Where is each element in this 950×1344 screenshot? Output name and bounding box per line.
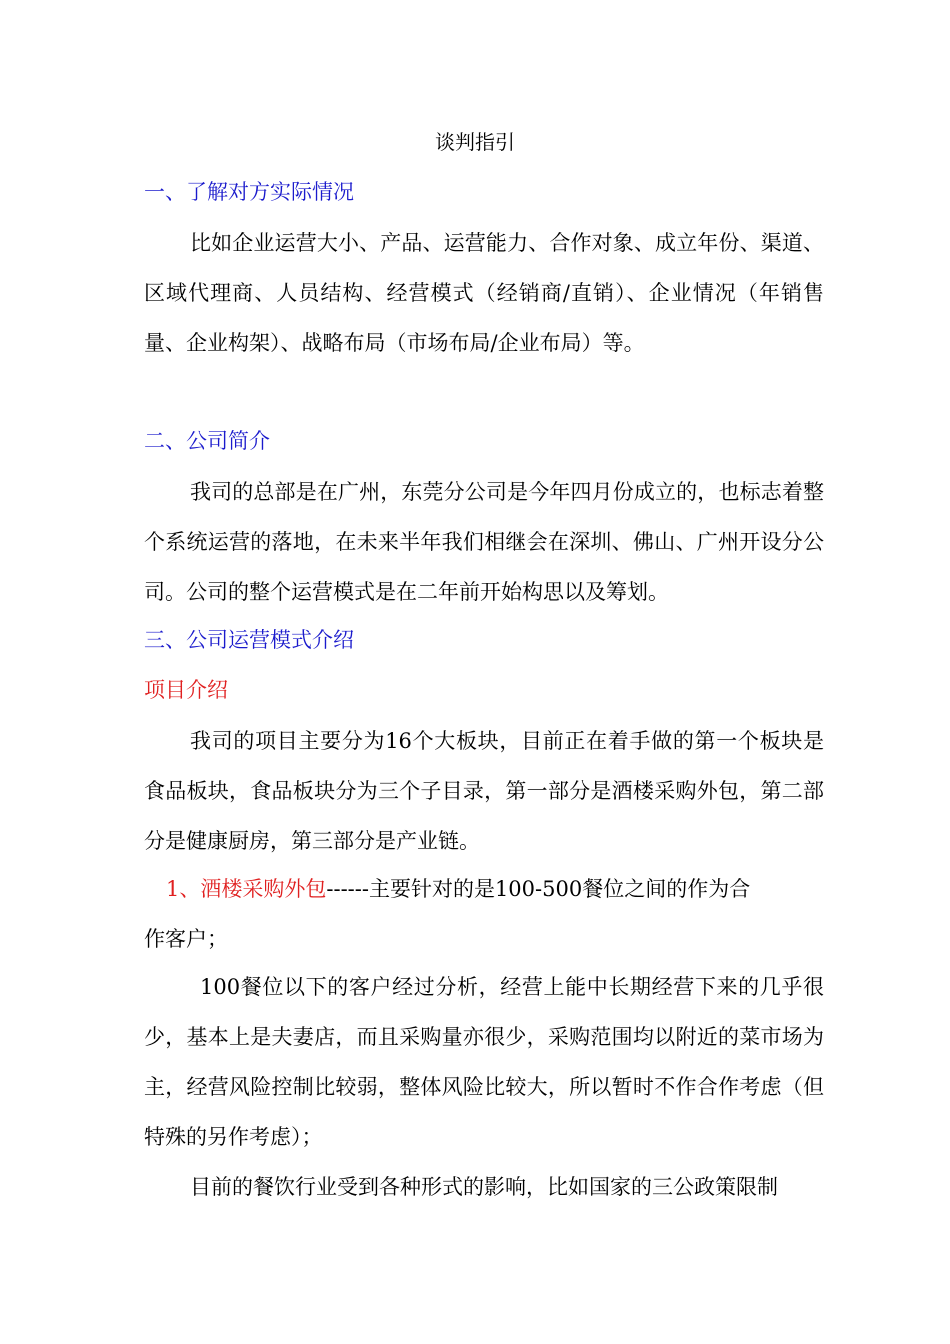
section1-body: 比如企业运营大小、产品、运营能力、合作对象、成立年份、渠道、区域代理商、人员结构、经营模式（经销商/直销）、企业情况（年销售量、企业构架）、战略布局（市场布局/企业布局）等。 [144, 231, 824, 355]
item1-continuation: 作客户； [144, 927, 228, 951]
section2-heading: 二、公司简介 [144, 429, 270, 453]
small-restaurant-paragraph: 100餐位以下的客户经过分析，经营上能中长期经营下来的几乎很少，基本上是夫妻店，而且采购量亦很少，采购范围均以附近的菜市场为主，经营风险控制比较弱，整体风险比较大，所以暂时不作合作考虑（但特殊的另作考虑）； [144, 975, 824, 1149]
section3-heading: 三、公司运营模式介绍 [144, 628, 354, 652]
item1-text: ------主要针对的是100-500餐位之间的作为合 [326, 877, 751, 901]
document-title: 谈判指引 [435, 130, 515, 154]
section2-body: 我司的总部是在广州，东莞分公司是今年四月份成立的，也标志着整个系统运营的落地，在未来半年我们相继会在深圳、佛山、广州开设分公司。公司的整个运营模式是在二年前开始构思以及筹划。 [144, 480, 824, 604]
section1-heading: 一、了解对方实际情况 [144, 180, 354, 204]
industry-paragraph: 目前的餐饮行业受到各种形式的影响，比如国家的三公政策限制 [190, 1175, 778, 1199]
project-intro-subheading: 项目介绍 [144, 678, 228, 702]
item1-line [166, 864, 846, 914]
project-intro-body: 我司的项目主要分为16个大板块，目前正在着手做的第一个板块是食品板块，食品板块分为三个子目录，第一部分是酒楼采购外包，第二部分是健康厨房，第三部分是产业链。 [144, 729, 824, 853]
item1-label: 1、酒楼采购外包 [166, 877, 327, 901]
